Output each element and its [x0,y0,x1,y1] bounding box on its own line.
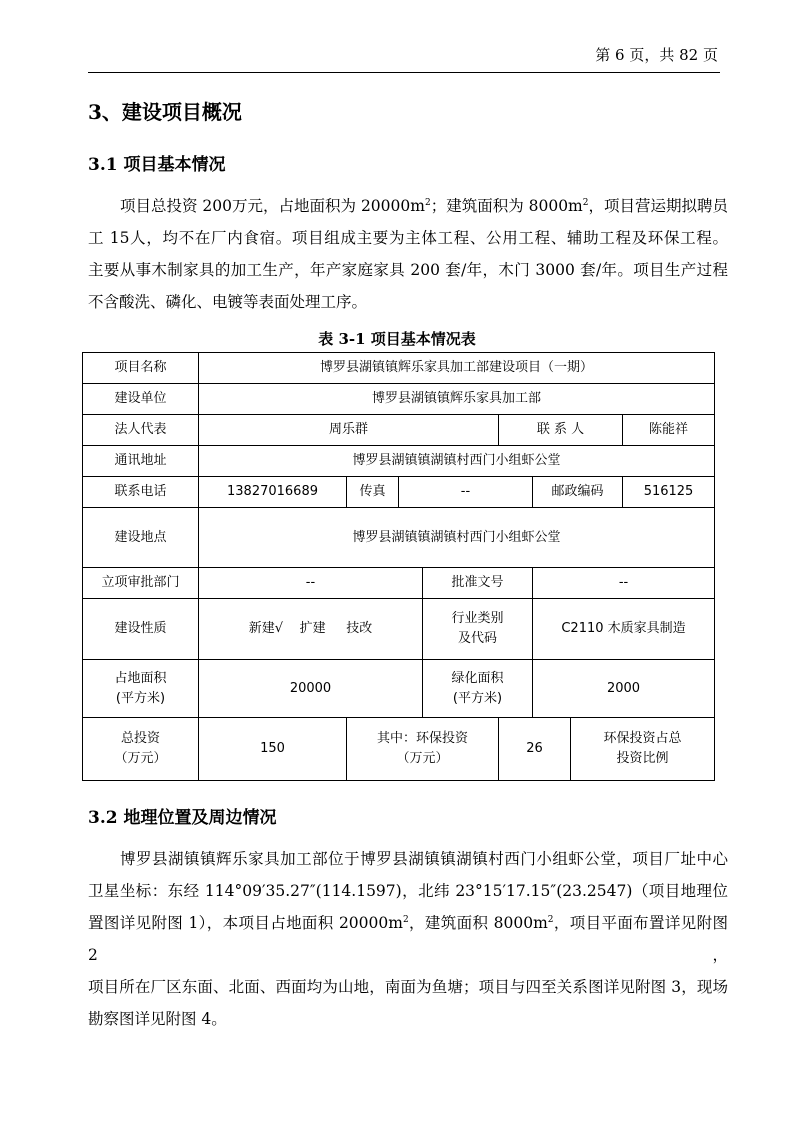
label-site: 建设地点 [83,508,199,568]
label-total-investment: 总投资 （万元） [83,718,199,781]
label-contact: 联 系 人 [499,415,623,446]
table-row [83,477,715,508]
value-approval-no: -- [533,568,715,599]
table-row [83,353,715,384]
label-env-ratio: 环保投资占总 投资比例 [571,718,715,781]
label-land-area: 占地面积 (平方米) [83,660,199,718]
paragraph-line: 置图详见附图 1），本项目占地面积 $20000m^2$，建筑面积 $8000m^2$，项目平面布置详见附图 2， [88,914,728,964]
label-legal-rep: 法人代表 [83,415,199,446]
label-fax: 传真 [347,477,399,508]
paragraph-line: 工 15人，均不在厂内食宿。项目组成主要为主体工程、公用工程、辅助工程及环保工程。 [88,229,728,247]
subsection-title-location: 3.2 地理位置及周边情况 [88,808,277,828]
paragraph-line: 项目所在厂区东面、北面、西面均为山地，南面为鱼塘；项目与四至关系图详见附图 3，现场 [88,978,728,996]
paragraph-line: 不含酸洗、磷化、电镀等表面处理工序。 [88,293,368,311]
value-fax: -- [399,477,533,508]
label-industry: 行业类别 及代码 [423,599,533,660]
table-row [83,718,715,781]
value-legal-rep: 周乐群 [199,415,499,446]
project-info-table [82,352,715,781]
value-approval-dept: -- [199,568,423,599]
label-project-name: 项目名称 [83,353,199,384]
value-address: 博罗县湖镇镇湖镇村西门小组虾公堂 [199,446,715,477]
table-row [83,660,715,718]
paragraph-line: 项目总投资 200万元，占地面积为 $20000m^2$；建筑面积为 $8000m^2$，项目营运期拟聘员 [120,197,729,215]
value-phone: 13827016689 [199,477,347,508]
table-row [83,568,715,599]
label-nature: 建设性质 [83,599,199,660]
value-green-area: 2000 [533,660,715,718]
table-row [83,415,715,446]
page-number: 第 6 页，共 82 页 [595,46,718,64]
label-approval-no: 批准文号 [423,568,533,599]
paragraph-line: 卫星坐标：东经 114°09′35.27″(114.1597)，北纬 23°15′17.15″(23.2547)（项目地理位 [88,882,728,900]
value-project-name: 博罗县湖镇镇辉乐家具加工部建设项目（一期） [199,353,715,384]
basic-info-paragraph [88,190,728,318]
section-title: 3、建设项目概况 [88,100,242,124]
value-env-investment: 26 [499,718,571,781]
label-green-area: 绿化面积 (平方米) [423,660,533,718]
table-caption: 表 3-1 项目基本情况表 [318,330,476,348]
label-env-investment: 其中：环保投资 （万元） [347,718,499,781]
label-approval-dept: 立项审批部门 [83,568,199,599]
value-site: 博罗县湖镇镇湖镇村西门小组虾公堂 [199,508,715,568]
paragraph-line: 主要从事木制家具的加工生产，年产家庭家具 200 套/年，木门 3000 套/年。项目生产过程 [88,261,728,279]
paragraph-line: 勘察图详见附图 4。 [88,1010,227,1028]
location-paragraph [88,843,728,1035]
label-address: 通讯地址 [83,446,199,477]
value-contact: 陈能祥 [623,415,715,446]
value-total-investment: 150 [199,718,347,781]
subsection-title-basic-info: 3.1 项目基本情况 [88,155,226,175]
label-zip: 邮政编码 [533,477,623,508]
label-construction-unit: 建设单位 [83,384,199,415]
table-row [83,599,715,660]
value-nature: 新建√ 扩建 技改 [199,599,423,660]
table-row [83,446,715,477]
table-row [83,508,715,568]
header-rule [88,72,720,73]
paragraph-line: 博罗县湖镇镇辉乐家具加工部位于博罗县湖镇镇湖镇村西门小组虾公堂，项目厂址中心 [120,850,728,868]
value-construction-unit: 博罗县湖镇镇辉乐家具加工部 [199,384,715,415]
table-row [83,384,715,415]
value-zip: 516125 [623,477,715,508]
value-industry: C2110 木质家具制造 [533,599,715,660]
label-phone: 联系电话 [83,477,199,508]
value-land-area: 20000 [199,660,423,718]
